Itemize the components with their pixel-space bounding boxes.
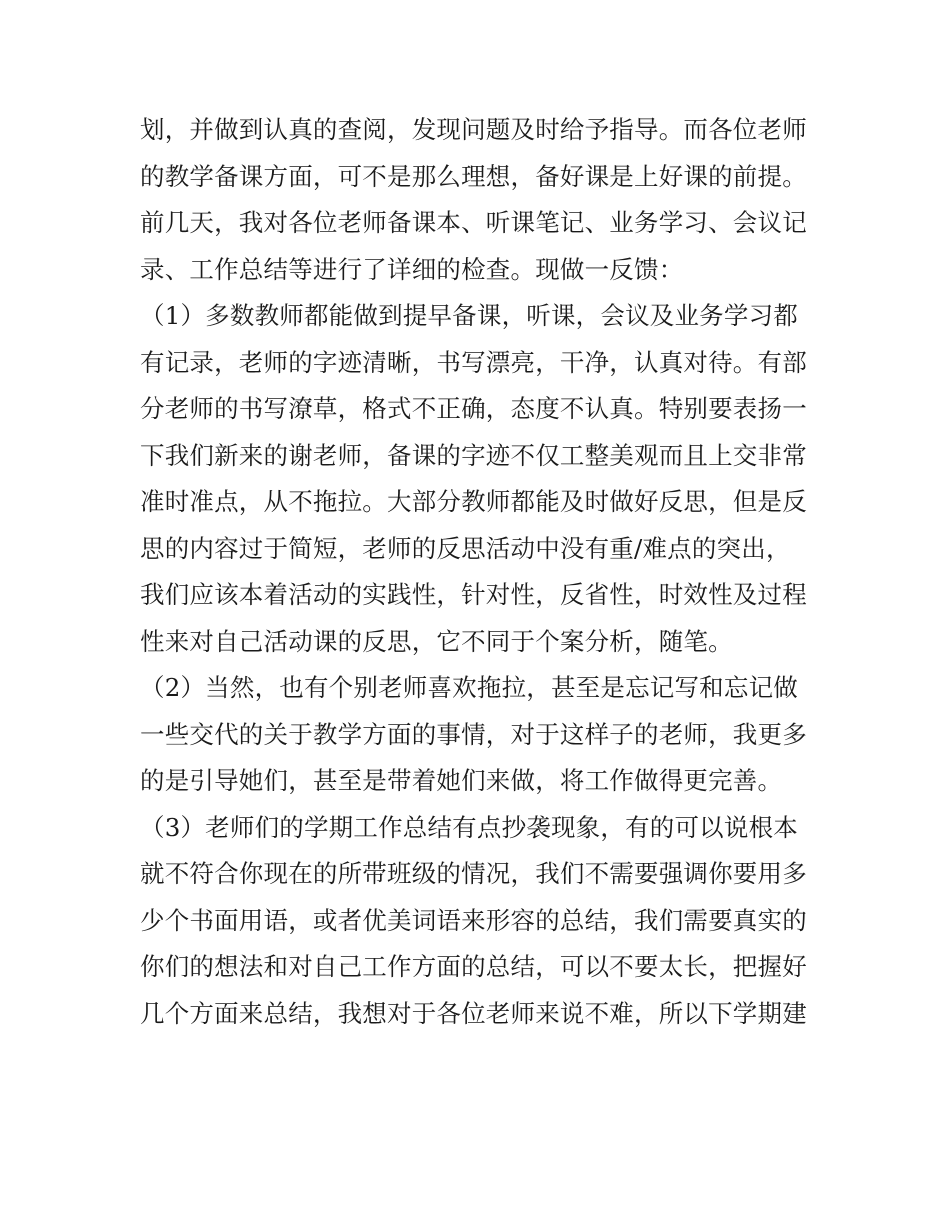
text-line: 分老师的书写潦草，格式不正确，态度不认真。特别要表扬一: [140, 394, 807, 423]
text-line: 准时准点，从不拖拉。大部分教师都能及时做好反思，但是反: [140, 487, 807, 516]
text-line: 几个方面来总结，我想对于各位老师来说不难，所以下学期建: [140, 998, 807, 1028]
text-line: 划，并做到认真的查阅，发现问题及时给予指导。而各位老师: [140, 115, 807, 144]
text-line: （1）多数教师都能做到提早备课，听课，会议及业务学习都: [140, 301, 798, 330]
body-text: [140, 107, 820, 1037]
text-line: 性来对自己活动课的反思，它不同于个案分析，随笔。: [140, 626, 733, 656]
text-line: 一些交代的关于教学方面的事情，对于这样子的老师，我更多: [140, 719, 807, 749]
text-line: 录、工作总结等进行了详细的检查。现做一反馈：: [140, 254, 684, 284]
text-line: （2）当然，也有个别老师喜欢拖拉，甚至是忘记写和忘记做: [140, 673, 798, 702]
text-line: 你们的想法和对自己工作方面的总结，可以不要太长，把握好: [140, 952, 807, 981]
text-line: 的教学备课方面，可不是那么理想，备好课是上好课的前提。: [140, 161, 807, 191]
text-line: 就不符合你现在的所带班级的情况，我们不需要强调你要用多: [140, 859, 807, 888]
text-line: 我们应该本着活动的实践性，针对性，反省性，时效性及过程: [140, 580, 807, 609]
text-line: 前几天，我对各位老师备课本、听课笔记、业务学习、会议记: [140, 208, 807, 237]
text-line: 的是引导她们，甚至是带着她们来做，将工作做得更完善。: [140, 766, 783, 795]
text-line: 有记录，老师的字迹清晰，书写漂亮，干净，认真对待。有部: [140, 347, 807, 377]
text-line: 下我们新来的谢老师，备课的字迹不仅工整美观而且上交非常: [140, 440, 807, 470]
text-line: 少个书面用语，或者优美词语来形容的总结，我们需要真实的: [140, 905, 807, 935]
text-line: 思的内容过于简短，老师的反思活动中没有重/难点的突出，: [140, 533, 791, 563]
text-line: （3）老师们的学期工作总结有点抄袭现象，有的可以说根本: [140, 812, 798, 842]
